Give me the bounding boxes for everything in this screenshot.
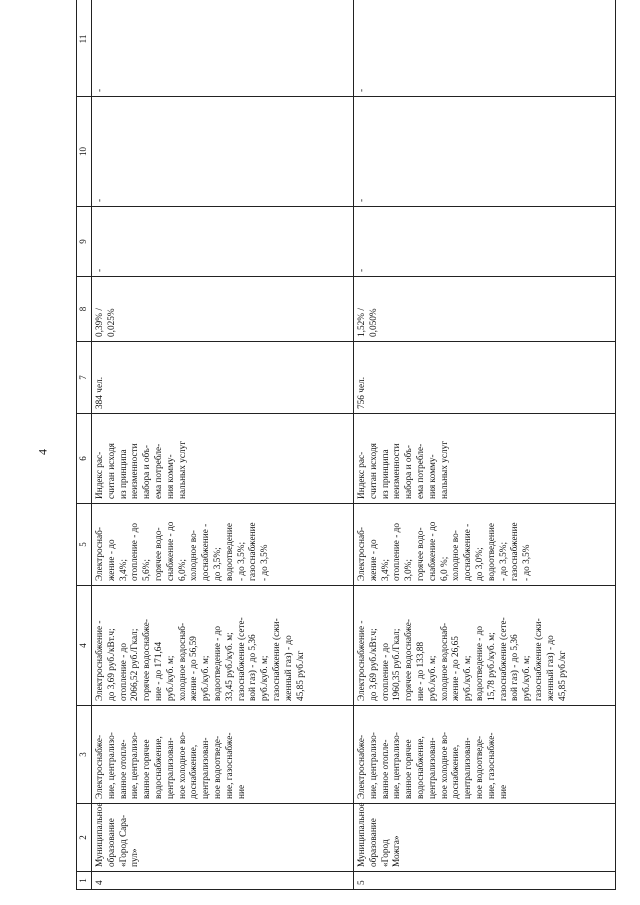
municipality-cell: Муниципальное образование «Город Можга» xyxy=(354,804,616,872)
header-col-9: 9 xyxy=(77,207,92,277)
rotated-table-wrapper xyxy=(76,0,616,890)
index-cell: Электроснаб- жение - до 3,4%; отопление - до 3,0%; горячее водо- снабжение - до 6,0 %; холодное во- доснабжение - до 3,0%; водоотведение - до 3,5%; газоснабжение - до 3,5% xyxy=(354,504,616,586)
services-cell: Электроснабже- ние, централизо- ванное отопле- ние, централизо- ванное горячее водоснабжение, централизован- ное холодное во- доснабжение, централизован- ное водоотведе- ние, газоснабже- ние xyxy=(354,706,616,804)
header-col-6: 6 xyxy=(77,414,92,504)
tariffs-cell: Электроснабжение - до 3,69 руб./кВт.ч; отопление - до 2066,52 руб./Гкал; горячее водоснабже- ние - до 171,64 руб./куб. м; холодное водоснаб- жение - до 56,59 руб./куб. м; водоотведение - до 33,45 руб./куб. м; газоснабжение (сете- вой газ) - до 5,36 руб./куб. м; газоснабжение (сжи- женный газ) - до 45,85 руб./кг xyxy=(92,586,354,706)
services-cell: Электроснабже- ние, централизо- ванное отопле- ние, централизо- ванное горячее водоснабжение, централизован- ное холодное во- доснабжение, централизован- ное водоотведе- ние, газоснабже- ние xyxy=(92,706,354,804)
tariffs-cell: Электроснабжение - до 3,69 руб./кВт.ч; отопление - до 1960,35 руб./Гкал; горячее водоснабже- ние - до 133,88 руб./куб. м; холодное водоснаб- жение - до 26,65 руб./куб. м; водоотведение - до 15,78 руб./куб. м; газоснабжение (сете- вой газ) - до 5,36 руб./куб. м; газоснабжение (сжи- женный газ) - до 45,85 руб./кг xyxy=(354,586,616,706)
header-col-7: 7 xyxy=(77,342,92,414)
method-cell: Индекс рас- считан исходя из принципа неизменности набора и объ- ема потребле- ния комму- нальных услуг xyxy=(92,414,354,504)
header-col-2: 2 xyxy=(77,804,92,872)
table-row xyxy=(354,0,616,890)
population-cell: 384 чел. xyxy=(92,342,354,414)
header-col-3: 3 xyxy=(77,706,92,804)
col9-cell: - xyxy=(92,207,354,277)
header-col-5: 5 xyxy=(77,504,92,586)
header-col-8: 8 xyxy=(77,277,92,342)
table-row xyxy=(92,0,354,890)
index-cell: Электроснаб- жение - до 3,4%; отопление - до 5,6%; горячее водо- снабжение - до 6,0%; холодное во- доснабжение - до 3,5%; водоотведение - до 3,5%; газоснабжение - до 3,5% xyxy=(92,504,354,586)
tariff-table xyxy=(76,0,616,890)
col10-cell: - xyxy=(354,97,616,207)
method-cell: Индекс рас- считан исходя из принципа неизменности набора и объ- ема потребле- ния комму- нальных услуг xyxy=(354,414,616,504)
municipality-cell: Муниципальное образование «Город Сара- пул» xyxy=(92,804,354,872)
row-number: 5 xyxy=(354,872,616,890)
row-number: 4 xyxy=(92,872,354,890)
header-row xyxy=(77,0,92,890)
header-col-1: 1 xyxy=(77,872,92,890)
col10-cell: - xyxy=(92,97,354,207)
col9-cell: - xyxy=(354,207,616,277)
share-cell: 1,52% / 0,050% xyxy=(354,277,616,342)
header-col-11: 11 xyxy=(77,0,92,97)
page-number: 4 xyxy=(35,449,50,455)
col11-cell: - xyxy=(354,0,616,97)
population-cell: 756 чел. xyxy=(354,342,616,414)
header-col-10: 10 xyxy=(77,97,92,207)
share-cell: 0,39% / 0,025% xyxy=(92,277,354,342)
header-col-4: 4 xyxy=(77,586,92,706)
col11-cell: - xyxy=(92,0,354,97)
